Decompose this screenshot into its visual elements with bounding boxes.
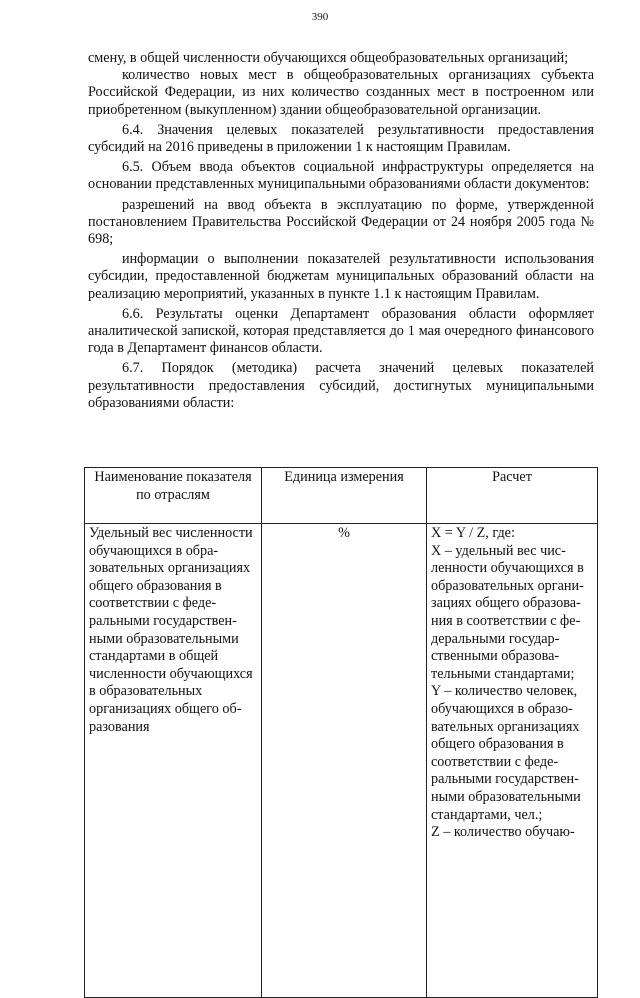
header-indicator-name: Наименование показателя по отраслям <box>85 468 262 524</box>
cell-unit: % <box>262 524 427 998</box>
paragraph-new-places: количество новых мест в общеобразовательных организациях субъекта Российской Федерации, из них количество созданных мест в построенном или приобретенном (выкупленном) здании общеобразовательной организации. <box>88 67 594 118</box>
calc-formula: X = Y / Z, где: <box>431 525 515 541</box>
paragraph-cohort-share: смену, в общей численности обучающихся общеобразовательных организаций; <box>88 50 569 66</box>
paragraph-6-4: 6.4. Значения целевых показателей результативности предоставления субсидий на 2016 приведены в приложении 1 к настоящим Правилам. <box>88 121 594 156</box>
header-calculation: Расчет <box>427 468 598 524</box>
table-header-row <box>85 468 598 524</box>
paragraph-6-6: 6.6. Результаты оценки Департамент образования области оформляет аналитической запиской, которая представляется до 1 мая очередного финансового года в Департамент финансов области. <box>88 305 594 357</box>
cell-indicator-name: Удельный вес численности обучающихся в образовательных организациях общего образования в соответствии с федеральными государственными образовательными стандартами в общей численности обучающихся в образовательных организациях общего образования <box>85 524 262 998</box>
paragraph-6-5: 6.5. Объем ввода объектов социальной инфраструктуры определяется на основании представленных муниципальными образованиями области документов: <box>88 159 594 193</box>
cell-calculation <box>427 524 598 998</box>
table-row <box>85 524 598 998</box>
header-unit: Единица измерения <box>262 468 427 524</box>
paragraph-6-7: 6.7. Порядок (методика) расчета значений целевых показателей результативности предоставления субсидий, достигнутых муниципальными образованиями области: <box>88 360 594 411</box>
calc-z-definition: Z – количество обучаю- <box>431 824 575 841</box>
paragraph-performance-info: информации о выполнении показателей результативности использования субсидии, предоставленной бюджетам муниципальных образований области на реализацию мероприятий, указанных в пункте 1.1 к настоящим Правилам. <box>88 251 594 302</box>
indicators-table <box>84 467 598 998</box>
body-text <box>88 50 594 412</box>
calc-x-definition: X – удельный вес численности обучающихся в образовательных организациях общего образования в соответствии с федеральными государственными образовательными стандартами; <box>431 542 584 682</box>
calc-y-definition: Y – количество человек, обучающихся в образовательных организациях общего образования в соответствии с федеральными государственными образовательными стандартами, чел.; <box>431 683 581 823</box>
page-number: 390 <box>311 11 329 23</box>
paragraph-permits: разрешений на ввод объекта в эксплуатацию по форме, утвержденной постановлением Правительства Российской Федерации от 24 ноября 2005 года № 698; <box>88 196 594 248</box>
